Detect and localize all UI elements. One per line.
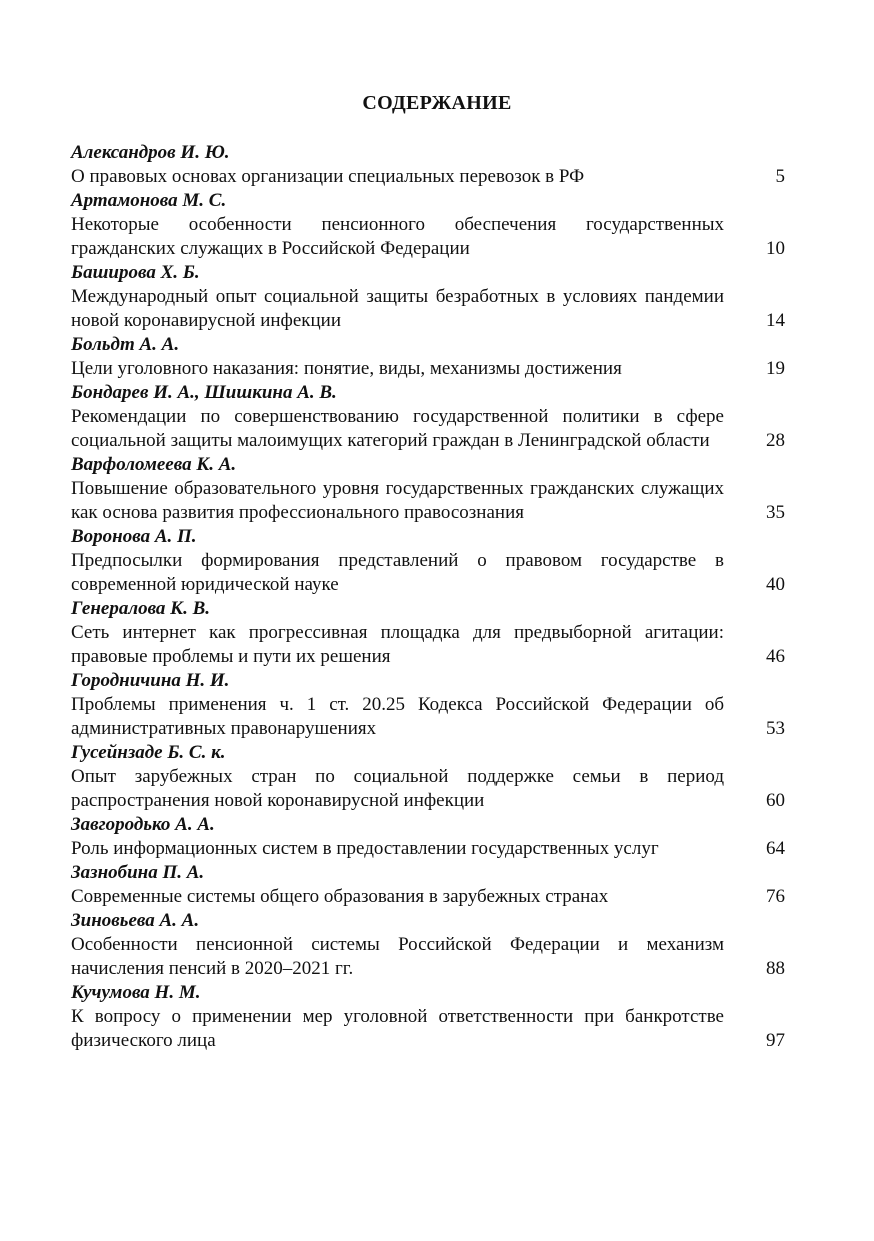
toc-title[interactable]: О правовых основах организации специальных перевозок в РФ: [71, 166, 585, 187]
toc-author: Завгородько А. А.: [71, 814, 215, 835]
toc-title[interactable]: Некоторые особенности пенсионного обеспечения государственных гражданских служащих в Российской Федерации: [71, 214, 724, 259]
toc-entry: [71, 597, 791, 669]
toc-author: Воронова А. П.: [71, 526, 197, 547]
toc-page-number: 46: [766, 646, 785, 667]
toc-title[interactable]: Рекомендации по совершенствованию государственной политики в сфере социальной защиты малоимущих категорий граждан в Ленинградской области: [71, 406, 724, 451]
toc-page-number: 76: [766, 886, 785, 907]
toc-author: Кучумова Н. М.: [71, 982, 201, 1003]
toc-author: Зазнобина П. А.: [71, 862, 205, 883]
toc-entry: [71, 381, 791, 453]
toc-author: Бондарев И. А., Шишкина А. В.: [71, 382, 337, 403]
toc-author: Варфоломеева К. А.: [71, 454, 237, 475]
toc-entry: [71, 189, 791, 261]
toc-entry: [71, 861, 791, 909]
toc-entry: [71, 813, 791, 861]
toc-title[interactable]: Опыт зарубежных стран по социальной поддержке семьи в период распространения новой коронавирусной инфекции: [71, 766, 724, 811]
toc-title[interactable]: Проблемы применения ч. 1 ст. 20.25 Кодекса Российской Федерации об административных правонарушениях: [71, 694, 724, 739]
toc-author: Артамонова М. С.: [71, 190, 227, 211]
toc-entry: [71, 741, 791, 813]
toc-author: Генералова К. В.: [71, 598, 210, 619]
toc-author: Городничина Н. И.: [71, 670, 230, 691]
table-of-contents: [71, 141, 791, 1053]
toc-entry: [71, 981, 791, 1053]
toc-page-number: 64: [766, 838, 785, 859]
toc-title[interactable]: Международный опыт социальной защиты безработных в условиях пандемии новой коронавирусной инфекции: [71, 286, 724, 331]
toc-page-number: 53: [766, 718, 785, 739]
toc-title[interactable]: К вопросу о применении мер уголовной ответственности при банкротстве физического лица: [71, 1006, 724, 1051]
toc-entry: [71, 333, 791, 381]
toc-author: Александров И. Ю.: [71, 142, 230, 163]
toc-page-number: 40: [766, 574, 785, 595]
toc-page-number: 28: [766, 430, 785, 451]
toc-title[interactable]: Сеть интернет как прогрессивная площадка для предвыборной агитации: правовые проблемы и пути их решения: [71, 622, 724, 667]
toc-page-number: 10: [766, 238, 785, 259]
toc-page-number: 88: [766, 958, 785, 979]
toc-author: Гусейнзаде Б. С. к.: [71, 742, 226, 763]
toc-entry: [71, 453, 791, 525]
toc-entry: [71, 525, 791, 597]
toc-title[interactable]: Роль информационных систем в предоставлении государственных услуг: [71, 838, 659, 859]
toc-author: Баширова Х. Б.: [71, 262, 200, 283]
toc-entry: [71, 909, 791, 981]
toc-entry: [71, 141, 791, 189]
toc-page-number: 19: [766, 358, 785, 379]
toc-page-number: 97: [766, 1030, 785, 1051]
toc-title[interactable]: Особенности пенсионной системы Российской Федерации и механизм начисления пенсий в 2020–2021 гг.: [71, 934, 724, 979]
toc-title[interactable]: Повышение образовательного уровня государственных гражданских служащих как основа развития профессионального правосознания: [71, 478, 724, 523]
toc-title[interactable]: Предпосылки формирования представлений о правовом государстве в современной юридической науке: [71, 550, 724, 595]
page-title: СОДЕРЖАНИЕ: [362, 92, 512, 114]
toc-title[interactable]: Цели уголовного наказания: понятие, виды, механизмы достижения: [71, 358, 622, 379]
toc-page-number: 5: [775, 166, 785, 187]
toc-title[interactable]: Современные системы общего образования в зарубежных странах: [71, 886, 609, 907]
toc-page-number: 60: [766, 790, 785, 811]
toc-entry: [71, 261, 791, 333]
toc-page-number: 35: [766, 502, 785, 523]
toc-page-number: 14: [766, 310, 785, 331]
toc-author: Больдт А. А.: [71, 334, 180, 355]
toc-author: Зиновьева А. А.: [71, 910, 200, 931]
toc-entry: [71, 669, 791, 741]
